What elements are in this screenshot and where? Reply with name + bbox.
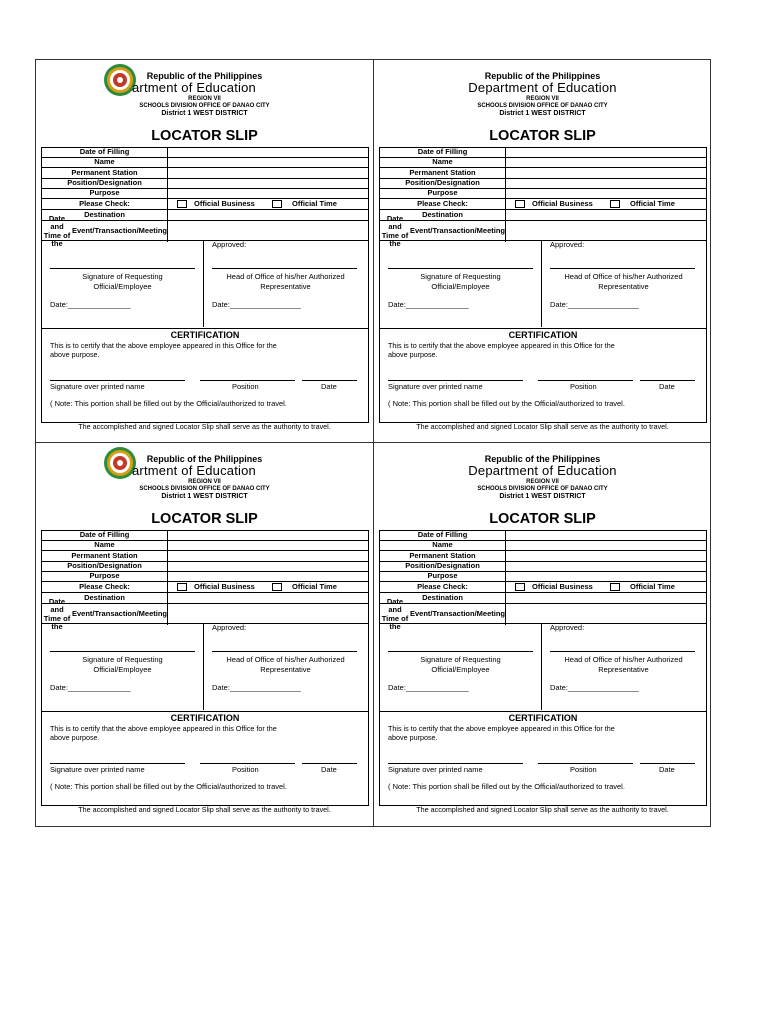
field-label-destination: Destination	[42, 593, 168, 603]
certification-section	[379, 329, 707, 423]
division-label: SCHOOLS DIVISION OFFICE OF DANAO CITY	[139, 486, 270, 492]
approved-label: Approved:	[550, 623, 585, 632]
signature-printed-label: Signature over printed name	[388, 765, 483, 774]
requesting-signature-line[interactable]	[50, 651, 195, 652]
field-label-name: Name	[42, 541, 168, 550]
field-input-purpose[interactable]	[168, 572, 368, 581]
field-label-please-check: Please Check:	[42, 199, 168, 209]
district-label: District 1 WEST DISTRICT	[499, 110, 586, 117]
signature-printed-label: Signature over printed name	[388, 382, 483, 391]
field-input-purpose[interactable]	[506, 189, 706, 198]
official-time-checkbox[interactable]	[272, 200, 282, 208]
republic-label: Republic of the Philippines	[484, 71, 601, 81]
field-input-date-filling[interactable]	[168, 531, 368, 540]
field-input-name[interactable]	[506, 158, 706, 167]
field-input-position[interactable]	[506, 179, 706, 188]
field-label-purpose: Purpose	[380, 572, 506, 581]
approved-label: Approved:	[212, 240, 247, 249]
field-label-permanent-station: Permanent Station	[42, 168, 168, 178]
field-input-position[interactable]	[506, 562, 706, 571]
head-signature-line[interactable]	[550, 268, 695, 269]
field-input-date-filling[interactable]	[506, 148, 706, 157]
form-row	[380, 582, 706, 593]
field-label-position: Position/Designation	[42, 562, 168, 571]
certification-text-line2: above purpose.	[50, 350, 100, 359]
official-business-checkbox[interactable]	[177, 200, 187, 208]
field-label-purpose: Purpose	[42, 572, 168, 581]
head-signature-line[interactable]	[550, 651, 695, 652]
form-row	[380, 148, 706, 158]
head-date-field[interactable]: Date:_________________	[212, 683, 301, 692]
signature-section	[379, 241, 707, 329]
requesting-signature-label: Signature of Requesting Official/Employee	[82, 655, 163, 674]
note-text: ( Note: This portion shall be filled out by the Official/authorized to travel.	[388, 782, 625, 791]
certification-section	[41, 712, 369, 806]
field-label-please-check: Please Check:	[380, 582, 506, 592]
field-label-position: Position/Designation	[42, 179, 168, 188]
field-label-date-time: Date and Time of the Event/Transaction/Meeting	[381, 214, 505, 248]
district-label: District 1 WEST DISTRICT	[161, 110, 248, 117]
note-text: ( Note: This portion shall be filled out by the Official/authorized to travel.	[388, 399, 625, 408]
certify-date-line[interactable]	[302, 380, 357, 381]
official-time-checkbox[interactable]	[610, 583, 620, 591]
region-label: REGION VII	[188, 479, 221, 485]
footer-authority-text: The accomplished and signed Locator Slip shall serve as the authority to travel.	[416, 422, 669, 431]
form-row	[380, 531, 706, 541]
field-label-date-time: Date and Time of the Event/Transaction/Meeting	[43, 597, 167, 631]
district-label: District 1 WEST DISTRICT	[161, 493, 248, 500]
form-row	[42, 551, 368, 562]
certify-signature-line[interactable]	[388, 380, 523, 381]
field-label-name: Name	[380, 158, 506, 167]
locator-slip-top-right	[374, 60, 711, 442]
field-label-please-check: Please Check:	[380, 199, 506, 209]
field-label-date-filling: Date of Filling	[380, 531, 506, 540]
requesting-signature-line[interactable]	[388, 651, 533, 652]
official-time-label: Official Time	[292, 582, 337, 591]
certification-title: CERTIFICATION	[508, 713, 578, 723]
certification-section	[379, 712, 707, 806]
certification-title: CERTIFICATION	[170, 330, 240, 340]
certification-text-line1: This is to certify that the above employee appeared in this Office for the	[50, 724, 277, 733]
field-input-destination[interactable]	[168, 210, 368, 220]
field-label-date-filling: Date of Filling	[42, 531, 168, 540]
requesting-date-field[interactable]: Date:_______________	[388, 683, 469, 692]
form-row	[380, 168, 706, 179]
field-input-name[interactable]	[506, 541, 706, 550]
field-label-name: Name	[380, 541, 506, 550]
head-signature-label: Head of Office of his/her Authorized Representative	[226, 272, 345, 291]
field-label-please-check: Please Check:	[42, 582, 168, 592]
official-business-checkbox[interactable]	[515, 583, 525, 591]
footer-authority-text: The accomplished and signed Locator Slip shall serve as the authority to travel.	[78, 805, 331, 814]
certify-date-line[interactable]	[302, 763, 357, 764]
field-label-destination: Destination	[42, 210, 168, 220]
locator-slip-bottom-right	[374, 443, 711, 825]
slip-title: LOCATOR SLIP	[489, 128, 596, 144]
region-label: REGION VII	[526, 479, 559, 485]
official-business-label: Official Business	[194, 199, 255, 208]
form-row	[42, 168, 368, 179]
field-label-date-filling: Date of Filling	[380, 148, 506, 157]
form-row	[380, 210, 706, 221]
certification-text-line2: above purpose.	[50, 733, 100, 742]
district-label: District 1 WEST DISTRICT	[499, 493, 586, 500]
head-signature-line[interactable]	[212, 268, 357, 269]
locator-slip-bottom-left	[36, 443, 373, 825]
official-business-checkbox[interactable]	[177, 583, 187, 591]
certify-signature-line[interactable]	[388, 763, 523, 764]
signature-printed-label: Signature over printed name	[50, 765, 145, 774]
position-label: Position	[570, 382, 597, 391]
field-label-permanent-station: Permanent Station	[380, 551, 506, 561]
field-input-permanent-station[interactable]	[168, 551, 368, 561]
field-label-name: Name	[42, 158, 168, 167]
requesting-date-field[interactable]: Date:_______________	[50, 683, 131, 692]
form-row	[380, 572, 706, 582]
official-time-checkbox[interactable]	[272, 583, 282, 591]
certification-text-line1: This is to certify that the above employee appeared in this Office for the	[388, 724, 615, 733]
field-label-purpose: Purpose	[380, 189, 506, 198]
official-time-label: Official Time	[630, 582, 675, 591]
certify-signature-line[interactable]	[50, 763, 185, 764]
form-row	[380, 158, 706, 168]
division-label: SCHOOLS DIVISION OFFICE OF DANAO CITY	[139, 103, 270, 109]
field-label-permanent-station: Permanent Station	[380, 168, 506, 178]
form-row	[42, 158, 368, 168]
field-input-position[interactable]	[168, 179, 368, 188]
form-row	[42, 541, 368, 551]
note-text: ( Note: This portion shall be filled out by the Official/authorized to travel.	[50, 399, 287, 408]
republic-label: Republic of the Philippines	[146, 71, 263, 81]
field-label-position: Position/Designation	[380, 562, 506, 571]
certify-signature-line[interactable]	[50, 380, 185, 381]
signature-section	[379, 624, 707, 712]
form-row	[42, 572, 368, 582]
field-input-date-filling[interactable]	[168, 148, 368, 157]
official-time-checkbox[interactable]	[610, 200, 620, 208]
field-input-date-filling[interactable]	[506, 531, 706, 540]
locator-slip-top-left	[36, 60, 373, 442]
date-label: Date	[321, 765, 337, 774]
certification-title: CERTIFICATION	[170, 713, 240, 723]
requesting-date-field[interactable]: Date:_______________	[388, 300, 469, 309]
form-row	[380, 189, 706, 199]
requesting-signature-label: Signature of Requesting Official/Employee	[420, 655, 501, 674]
form-row	[380, 541, 706, 551]
field-input-destination[interactable]	[506, 593, 706, 603]
slip-title: LOCATOR SLIP	[151, 128, 258, 144]
certification-section	[41, 329, 369, 423]
official-time-label: Official Time	[630, 199, 675, 208]
approved-label: Approved:	[550, 240, 585, 249]
field-label-date-time: Date and Time of the Event/Transaction/Meeting	[43, 214, 167, 248]
head-signature-line[interactable]	[212, 651, 357, 652]
field-input-destination[interactable]	[168, 593, 368, 603]
certification-title: CERTIFICATION	[508, 330, 578, 340]
requesting-date-field[interactable]: Date:_______________	[50, 300, 131, 309]
form-row	[380, 551, 706, 562]
head-date-field[interactable]: Date:_________________	[550, 683, 639, 692]
certify-position-line[interactable]	[200, 763, 295, 764]
requesting-signature-line[interactable]	[50, 268, 195, 269]
certification-text-line2: above purpose.	[388, 350, 438, 359]
field-label-destination: Destination	[380, 593, 506, 603]
division-label: SCHOOLS DIVISION OFFICE OF DANAO CITY	[477, 486, 608, 492]
field-label-permanent-station: Permanent Station	[42, 551, 168, 561]
head-date-field[interactable]: Date:_________________	[212, 300, 301, 309]
region-label: REGION VII	[526, 96, 559, 102]
certify-position-line[interactable]	[538, 763, 633, 764]
date-label: Date	[321, 382, 337, 391]
field-input-name[interactable]	[168, 158, 368, 167]
certify-position-line[interactable]	[200, 380, 295, 381]
department-title: artment of Education	[132, 80, 256, 95]
field-label-destination: Destination	[380, 210, 506, 220]
head-date-field[interactable]: Date:_________________	[550, 300, 639, 309]
form-row	[380, 593, 706, 604]
note-text: ( Note: This portion shall be filled out by the Official/authorized to travel.	[50, 782, 287, 791]
certification-text-line1: This is to certify that the above employee appeared in this Office for the	[388, 341, 615, 350]
requesting-signature-label: Signature of Requesting Official/Employee	[82, 272, 163, 291]
position-label: Position	[232, 382, 259, 391]
field-input-date-time[interactable]	[168, 604, 368, 625]
region-label: REGION VII	[188, 96, 221, 102]
signature-section	[41, 241, 369, 329]
field-input-destination[interactable]	[506, 210, 706, 220]
head-signature-label: Head of Office of his/her Authorized Representative	[564, 272, 683, 291]
certification-text-line2: above purpose.	[388, 733, 438, 742]
field-input-purpose[interactable]	[168, 189, 368, 198]
footer-authority-text: The accomplished and signed Locator Slip shall serve as the authority to travel.	[78, 422, 331, 431]
field-input-purpose[interactable]	[506, 572, 706, 581]
form-row	[42, 189, 368, 199]
date-label: Date	[659, 765, 675, 774]
republic-label: Republic of the Philippines	[146, 454, 263, 464]
field-input-date-time[interactable]	[506, 221, 706, 242]
approved-label: Approved:	[212, 623, 247, 632]
official-business-checkbox[interactable]	[515, 200, 525, 208]
official-business-label: Official Business	[532, 582, 593, 591]
field-label-date-filling: Date of Filling	[42, 148, 168, 157]
form-row	[42, 148, 368, 158]
division-label: SCHOOLS DIVISION OFFICE OF DANAO CITY	[477, 103, 608, 109]
requesting-signature-label: Signature of Requesting Official/Employee	[420, 272, 501, 291]
form-row	[42, 199, 368, 210]
footer-authority-text: The accomplished and signed Locator Slip shall serve as the authority to travel.	[416, 805, 669, 814]
form-row	[42, 531, 368, 541]
department-title: artment of Education	[132, 463, 256, 478]
form-row	[42, 210, 368, 221]
official-business-label: Official Business	[532, 199, 593, 208]
field-input-permanent-station[interactable]	[168, 168, 368, 178]
signature-printed-label: Signature over printed name	[50, 382, 145, 391]
department-title: Department of Education	[468, 80, 617, 95]
field-input-date-time[interactable]	[168, 221, 368, 242]
field-label-position: Position/Designation	[380, 179, 506, 188]
certify-position-line[interactable]	[538, 380, 633, 381]
certify-date-line[interactable]	[640, 763, 695, 764]
slip-title: LOCATOR SLIP	[489, 511, 596, 527]
requesting-signature-line[interactable]	[388, 268, 533, 269]
field-input-permanent-station[interactable]	[506, 168, 706, 178]
republic-label: Republic of the Philippines	[484, 454, 601, 464]
slip-title: LOCATOR SLIP	[151, 511, 258, 527]
field-input-name[interactable]	[168, 541, 368, 550]
form-row	[42, 582, 368, 593]
form-row	[380, 199, 706, 210]
head-signature-label: Head of Office of his/her Authorized Representative	[564, 655, 683, 674]
certify-date-line[interactable]	[640, 380, 695, 381]
signature-section	[41, 624, 369, 712]
field-input-position[interactable]	[168, 562, 368, 571]
field-input-date-time[interactable]	[506, 604, 706, 625]
official-time-label: Official Time	[292, 199, 337, 208]
department-title: Department of Education	[468, 463, 617, 478]
field-label-purpose: Purpose	[42, 189, 168, 198]
date-label: Date	[659, 382, 675, 391]
certification-text-line1: This is to certify that the above employee appeared in this Office for the	[50, 341, 277, 350]
head-signature-label: Head of Office of his/her Authorized Representative	[226, 655, 345, 674]
field-input-permanent-station[interactable]	[506, 551, 706, 561]
official-business-label: Official Business	[194, 582, 255, 591]
form-row	[42, 593, 368, 604]
field-label-date-time: Date and Time of the Event/Transaction/Meeting	[381, 597, 505, 631]
position-label: Position	[570, 765, 597, 774]
position-label: Position	[232, 765, 259, 774]
